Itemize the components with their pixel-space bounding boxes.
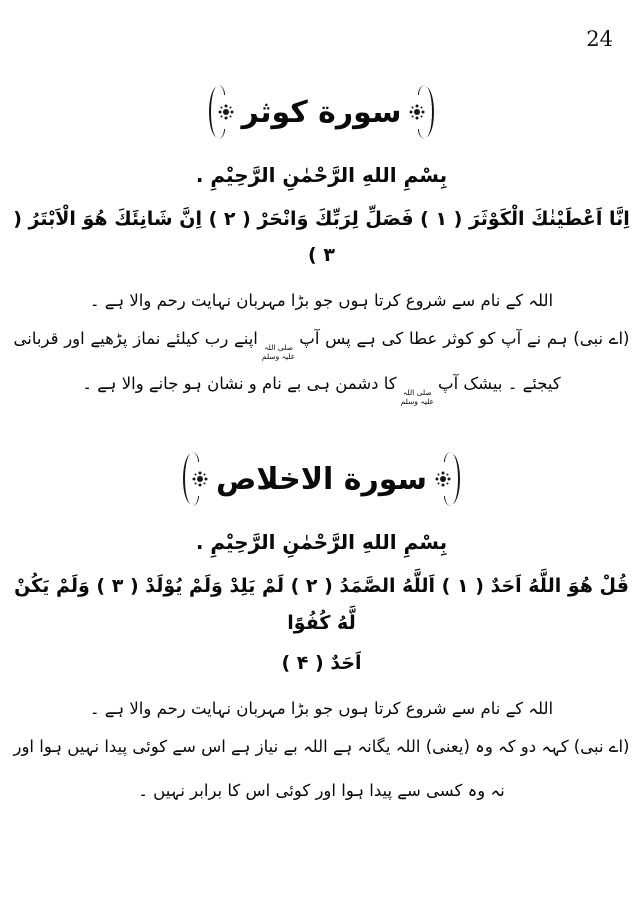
floral-bracket-icon [439,454,461,504]
bismillah-ikhlas: بِسْمِ اللهِ الرَّحْمٰنِ الرَّحِيْمِ . [195,530,448,555]
translation-text: کا دشمن ہی بے نام و نشان ہو جانے والا ہے ۔ [82,373,397,393]
surah-ikhlas-title: سورة الاخلاص [215,461,428,497]
translation-text: (اے نبی) ہم نے آپ کو کوثر عطا کی ہے پس آپ [299,329,630,349]
surah-kausar-title: سورة كوثر [241,94,402,130]
honorific-bottom: علیہ وسلم [261,351,296,361]
floral-bracket-icon [413,87,435,137]
sallallahu-alaihi-wasallam-mark [262,344,295,361]
translation-text: (اے نبی) کہہ دو کہ وہ (یعنی) اللہ یگانہ ہے اللہ بے نیاز ہے اس سے کوئی پیدا نہیں ہوا اور نہ وہ کسی سے پیدا ہوا اور کوئی اس کا برابر نہیں ۔ [13,736,630,801]
honorific-bottom: علیہ وسلم [400,396,435,406]
kausar-arabic-verses: اِنَّا اَعْطَيْنٰكَ الْكَوْثَرَ ( ۱ ) فَصَلِّ لِرَبِّكَ وَانْحَرْ ( ۲ ) اِنَّ شَانِئَكَ هُوَ الْاَبْتَرُ ( ۳ ) [13,208,630,267]
honorific-top: صلی اللہ [264,343,293,353]
ikhlas-arabic-verses-line1: قُلْ هُوَ اللَّهُ اَحَدٌ ( ۱ ) اَللَّهُ الصَّمَدُ ( ۲ ) لَمْ يَلِدْ وَلَمْ يُوْلَدْ ( ۳ ) وَلَمْ يَكُنْ لَّهُ كُفُوًا [14,575,629,634]
floral-bracket-icon [182,454,204,504]
surah-ikhlas-title-row [0,450,643,508]
section-surah-kausar [0,83,643,406]
bismillah-translation-ikhlas: اللہ کے نام سے شروع کرتا ہوں جو بڑا مہربان نہایت رحم والا ہے ۔ [89,698,554,718]
ikhlas-arabic-verses-line2: اَحَدٌ ( ۴ ) [281,651,362,674]
translation-text: اپنے رب کیلئے نماز پڑھیے اور قربانی کیجئے ۔ بیشک آپ [13,329,561,393]
floral-bracket-icon [208,87,230,137]
flower-ornament-icon [223,109,229,115]
bracket-hook-icon [418,129,427,139]
sallallahu-alaihi-wasallam-mark [401,389,434,406]
bismillah-translation-kausar: اللہ کے نام سے شروع کرتا ہوں جو بڑا مہربان نہایت رحم والا ہے ۔ [89,291,554,311]
kausar-urdu-translation [14,317,630,406]
bracket-hook-icon [444,496,453,506]
page-number: 24 [586,27,613,51]
flower-ornament-icon [197,476,203,482]
honorific-top: صلی اللہ [402,387,432,397]
bracket-hook-icon [216,129,225,139]
surah-kausar-title-row [0,83,643,141]
ikhlas-urdu-translation [14,725,630,814]
section-surah-ikhlas [0,450,643,813]
bracket-hook-icon [190,496,199,506]
bismillah-kausar: بِسْمِ اللهِ الرَّحْمٰنِ الرَّحِيْمِ . [195,163,448,188]
